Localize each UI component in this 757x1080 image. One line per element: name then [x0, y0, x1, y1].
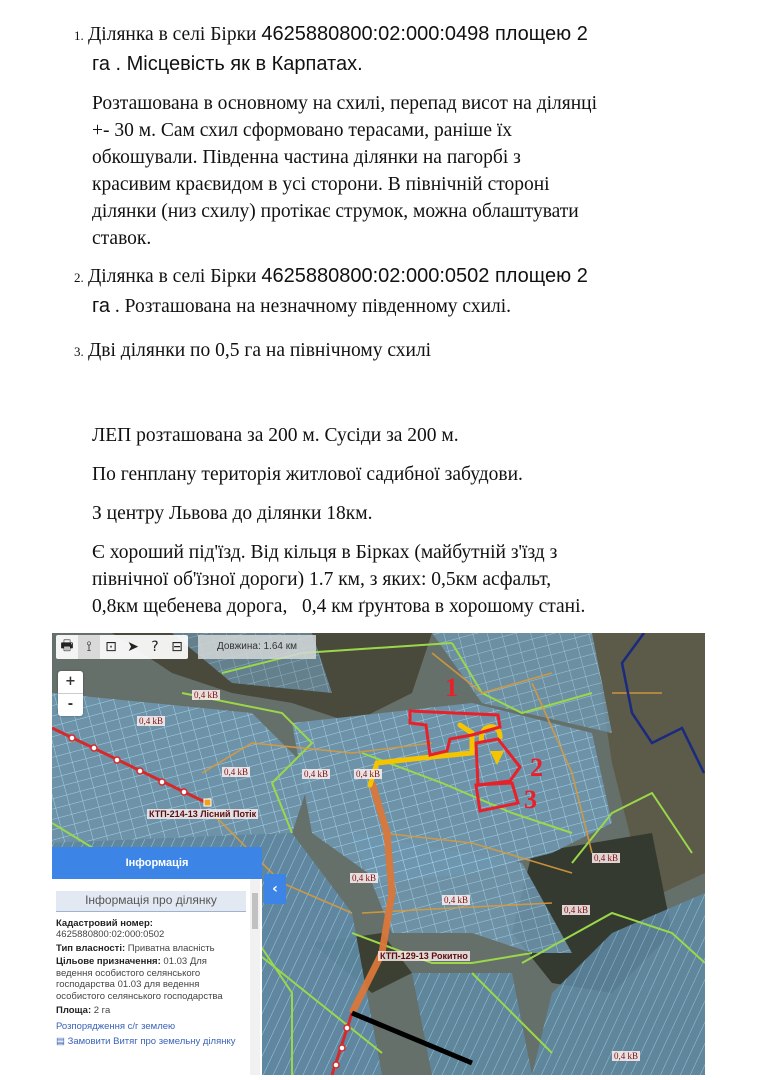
- voltage-label: 0,4 kB: [356, 769, 381, 779]
- voltage-label: 0,4 kB: [444, 895, 469, 905]
- item-title: Ділянка в селі Бірки: [88, 266, 262, 287]
- voltage-label: 0,4 kB: [139, 716, 164, 726]
- note-general-plan: По генплану територія житлової садибної забудови.: [92, 464, 523, 485]
- description-line: +- 30 м. Сам схил сформовано терасами, раніше їх: [92, 120, 513, 141]
- item-area: площею 2: [489, 265, 588, 287]
- area-unit: га: [92, 295, 110, 317]
- cadastral-map[interactable]: [52, 633, 705, 1075]
- zoom-control: [58, 671, 83, 716]
- item-title: Ділянка в селі Бірки: [88, 24, 262, 45]
- list-number: 1.: [74, 28, 84, 43]
- zoom-in-button[interactable]: +: [65, 674, 76, 689]
- note-distance: З центру Львова до ділянки 18км.: [92, 503, 373, 524]
- voltage-label: 0,4 kB: [304, 769, 329, 779]
- measure-readout: Довжина: 1.64 км: [198, 635, 316, 659]
- voltage-label: 0,4 kB: [564, 905, 589, 915]
- access-line: Є хороший під'їзд. Від кільця в Бірках (майбутній з'їзд з: [92, 542, 558, 563]
- note-access: [92, 539, 712, 620]
- purpose-label: Цільове призначення:: [56, 956, 161, 967]
- plot-number-1: 1: [445, 673, 458, 702]
- cadastral-number: 4625880800:02:000:0502: [261, 265, 490, 287]
- listing-item-2: [74, 262, 714, 321]
- measure-length-icon[interactable]: ⟟: [78, 635, 100, 659]
- description-line: красивим краєвидом в усі сторони. В північній стороні: [92, 174, 550, 195]
- cadastral-number: 4625880800:02:000:0498: [261, 23, 490, 45]
- substation-label-lisnyi-potik: КТП-214-13 Лісний Потік: [149, 809, 257, 819]
- note-power-line: ЛЕП розташована за 200 м. Сусіди за 200 м.: [92, 425, 459, 446]
- access-line: північної об'їзної дороги) 1.7 км, з яких: 0,5км асфальт,: [92, 569, 552, 590]
- ownership-label: Тип власності:: [56, 942, 126, 954]
- voltage-label: 0,4 kB: [224, 767, 249, 777]
- order-extract-link[interactable]: [56, 1036, 246, 1048]
- listing-item-3: [74, 336, 714, 366]
- layers-icon[interactable]: ⊟: [171, 639, 183, 655]
- description-line: ставок.: [92, 228, 152, 249]
- voltage-label: 0,4 kB: [194, 690, 219, 700]
- area-value: 2 га: [91, 1005, 111, 1016]
- info-panel-header: Інформація: [52, 847, 262, 879]
- land-disposal-link[interactable]: Розпорядження с/г землею: [56, 1020, 176, 1032]
- item-1-description: [92, 90, 712, 252]
- measure-area-icon[interactable]: ⊡: [105, 639, 117, 655]
- plot-number-2: 2: [530, 753, 543, 782]
- printer-icon[interactable]: 🖶: [60, 638, 74, 654]
- cadastral-label: Кадастровий номер:: [56, 917, 153, 929]
- voltage-label: 0,4 kB: [352, 873, 377, 883]
- voltage-label: 0,4 kB: [614, 1051, 639, 1061]
- zoom-out-button[interactable]: -: [58, 693, 83, 716]
- substation-label-rokytno: КТП-129-13 Рокитно: [380, 951, 468, 961]
- description-line: ділянки (низ схилу) протікає струмок, можна облаштувати: [92, 201, 579, 222]
- plot-number-3: 3: [524, 785, 537, 814]
- list-number: 3.: [74, 344, 84, 359]
- pointer-icon[interactable]: ➤: [127, 639, 139, 655]
- purpose-value: 01.03 Для ведення особистого селянського господарства 01.03 для ведення особистого селянського господарства: [56, 956, 223, 1002]
- ownership-value: Приватна власність: [125, 942, 215, 954]
- collapse-panel-button[interactable]: ‹: [264, 874, 286, 904]
- access-line: 0,8км щебенева дорога, 0,4 км ґрунтова в хорошому стані.: [92, 596, 586, 617]
- listing-item-1: [74, 20, 714, 79]
- item-area: площею 2: [489, 23, 588, 45]
- description-line: Розташована в основному на схилі, перепад висот на ділянці: [92, 93, 598, 114]
- map-toolbar: [56, 635, 188, 659]
- document-icon: ▤: [56, 1036, 68, 1047]
- area-label: Площа:: [56, 1005, 92, 1016]
- list-number: 2.: [74, 270, 84, 285]
- cadastral-value: 4625880800:02:000:0502: [56, 929, 165, 940]
- info-panel: [52, 847, 262, 1075]
- help-icon[interactable]: ?: [151, 639, 159, 655]
- voltage-label: 0,4 kB: [594, 853, 619, 863]
- scrollbar-thumb[interactable]: [252, 893, 258, 929]
- item-area-continuation: . Розташована на незначному південному схилі.: [109, 296, 512, 317]
- info-panel-scrollbar[interactable]: [250, 879, 260, 1075]
- description-line: обкошували. Південна частина ділянки на пагорбі з: [92, 147, 521, 168]
- item-area-continuation: га . Місцевість як в Карпатах.: [92, 53, 363, 75]
- info-panel-subheader: Інформація про ділянку: [56, 891, 246, 912]
- order-extract-label: Замовити Витяг про земельну ділянку: [67, 1036, 236, 1047]
- item-text: Дві ділянки по 0,5 га на північному схилі: [88, 340, 432, 361]
